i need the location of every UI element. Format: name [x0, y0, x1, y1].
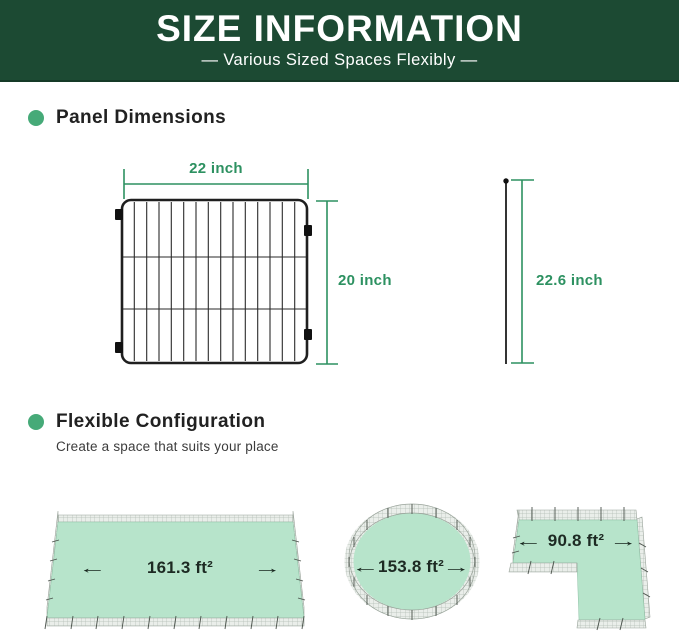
green-dot-icon: [28, 110, 44, 126]
l-shape-area-label: [514, 531, 638, 551]
panel-height-label: 20 inch: [338, 272, 392, 289]
green-dot-icon: [28, 414, 44, 430]
page-subtitle: — Various Sized Spaces Flexibly —: [201, 50, 478, 69]
arrow-right-icon: →: [252, 559, 282, 577]
arrow-right-icon: →: [608, 532, 638, 550]
arrow-left-icon: ←: [350, 558, 380, 576]
section-title: Flexible Configuration: [56, 411, 266, 432]
arrow-left-icon: ←: [514, 532, 544, 550]
panel-dimensions-diagram: [0, 150, 679, 385]
l-shape-pen-shape: [509, 507, 650, 630]
fence-panel-illustration: [115, 200, 312, 363]
ground-stake-illustration: [503, 178, 508, 364]
header-banner: [0, 0, 679, 82]
arrow-left-icon: ←: [78, 559, 108, 577]
panel-dimensions-heading: [28, 107, 226, 129]
circle-area-label: [352, 557, 470, 577]
rectangle-area-label: [78, 558, 282, 578]
section-subheading: Create a space that suits your place: [56, 439, 279, 454]
stake-height-label: 22.6 inch: [536, 272, 603, 289]
arrow-right-icon: →: [442, 558, 472, 576]
area-value: 153.8 ft²: [377, 557, 445, 576]
flexible-configuration-heading: [28, 411, 265, 433]
panel-width-label: 22 inch: [189, 160, 243, 177]
section-title: Panel Dimensions: [56, 107, 227, 128]
page-title: SIZE INFORMATION: [156, 8, 523, 49]
area-value: 90.8 ft²: [547, 531, 605, 550]
area-value: 161.3 ft²: [146, 558, 214, 577]
